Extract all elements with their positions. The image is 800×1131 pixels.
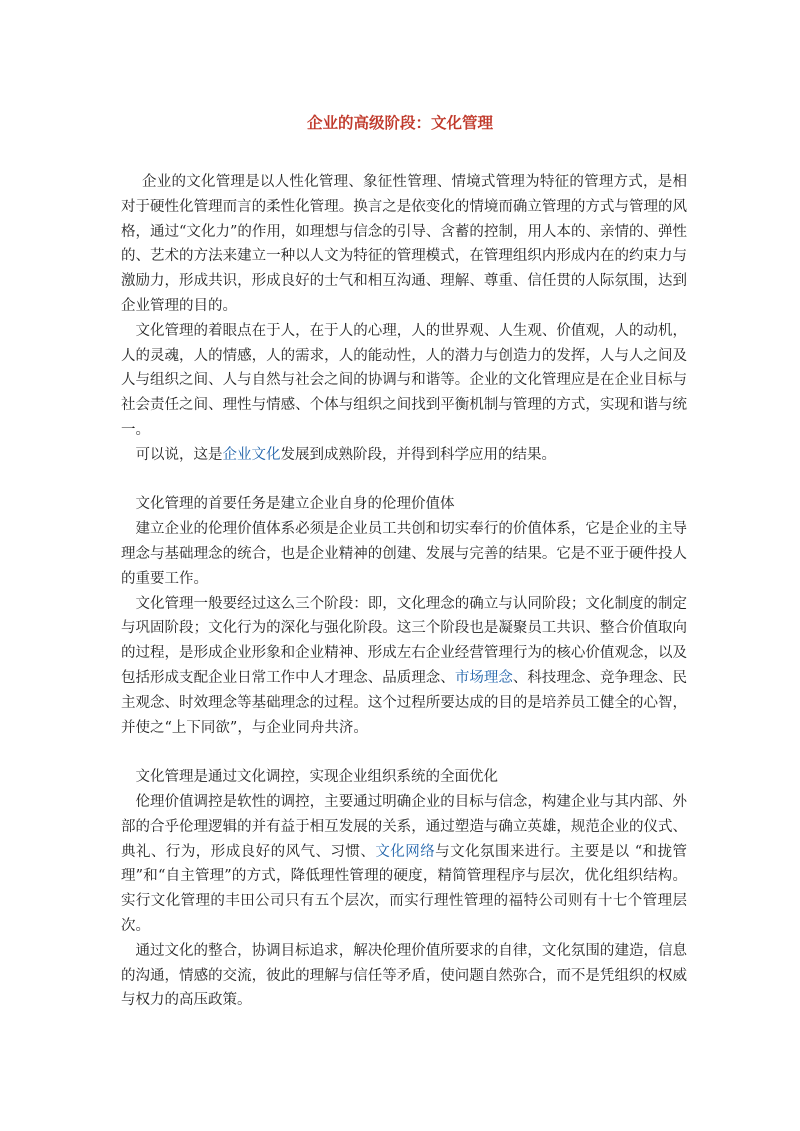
paragraph-7: 通过文化的整合，协调目标追求，解决伦理价值所要求的自律，文化氛围的建造，信息的沟通，情感的交流，彼此的理解与信任等矛盾，使问题自然弥合，而不是凭组织的权威与权力的高压政策。 <box>121 942 687 1009</box>
paragraph-5-text-after: 、科技理念、竞争理念、民主观念、时效理念等基础理念的过程。这个过程所要达成的目的是培养员工健全的心智，并使之“上下同欲”，与企业同舟共济。 <box>121 669 688 736</box>
link-market-concept[interactable]: 市场理念 <box>454 669 513 686</box>
section-heading-1: 文化管理的首要任务是建立企业自身的伦理价值体 <box>135 496 455 513</box>
paragraph-5-text-before: 文化管理一般要经过这么三个阶段：即，文化理念的确立与认同阶段；文化制度的制定与巩固阶段；文化行为的深化与强化阶段。这三个阶段也是凝聚员工共识、整合价值取向的过程，是形成企业形象和企业精神、形成左右企业经营管理行为的核心价值观念，以及包括形成支配企业日常工作中人才理念、品质理念、 <box>121 595 687 686</box>
paragraph-1: 企业的文化管理是以人性化管理、象征性管理、情境式管理为特征的管理方式，是相对于硬性化管理而言的柔性化管理。换言之是依变化的情境而确立管理的方式与管理的风格，通过“文化力”的作用，如理想与信念的引导、含蓄的控制，用人本的、亲情的、弹性的、艺术的方法来建立一种以人文为特征的管理模式，在管理组织内形成内在的约束力与激励力，形成共识，形成良好的士气和相互沟通、理解、尊重、信任贯的人际氛围，达到企业管理的目的。 <box>121 174 687 314</box>
paragraph-3-text-before: 可以说，这是 <box>135 446 223 463</box>
paragraph-6-text-after: 与文化氛围来进行。主要是以 “和拢管理”和“自主管理”的方式，降低理性管理的硬度，精简管理程序与层次，优化组织结构。实行文化管理的丰田公司只有五个层次，而实行理性管理的福特公司则有十七个管理层次。 <box>121 843 688 934</box>
spacer <box>121 468 687 493</box>
link-culture-network[interactable]: 文化网络 <box>375 843 436 860</box>
paragraph-4: 建立企业的伦理价值体系必须是企业员工共创和切实奉行的价值体系，它是企业的主导理念与基础理念的统合，也是企业精神的创建、发展与完善的结果。它是不亚于硬件投人的重要工作。 <box>121 521 687 587</box>
document-title: 企业的高级阶段：文化管理 <box>306 114 493 132</box>
section-heading-2: 文化管理是通过文化调控，实现企业组织系统的全面优化 <box>135 769 498 786</box>
document-body <box>121 170 687 1013</box>
paragraph-3 <box>121 443 687 468</box>
paragraph-2: 文化管理的着眼点在于人，在于人的心理，人的世界观、人生观、价值观，人的动机，人的灵魂，人的情感，人的需求，人的能动性，人的潜力与创造力的发挥，人与人之间及人与组织之间、人与自然与社会之间的协调与和谐等。企业的文化管理应是在企业目标与社会责任之间、理性与情感、个体与组织之间找到平衡机制与管理的方式，实现和谐与统一。 <box>121 322 687 438</box>
paragraph-5 <box>121 592 687 741</box>
paragraph-6-text-before: 伦理价值调控是软性的调控，主要通过明确企业的目标与信念，构建企业与其内部、外部的合乎伦理逻辑的并有益于相互发展的关系，通过塑造与确立英雄，规范企业的仪式、典礼、行为，形成良好的风气、习惯、 <box>121 793 687 860</box>
paragraph-6 <box>121 790 687 939</box>
paragraph-3-text-after: 发展到成熟阶段，并得到科学应用的结果。 <box>280 446 556 463</box>
spacer <box>121 740 687 765</box>
link-enterprise-culture[interactable]: 企业文化 <box>222 446 281 463</box>
